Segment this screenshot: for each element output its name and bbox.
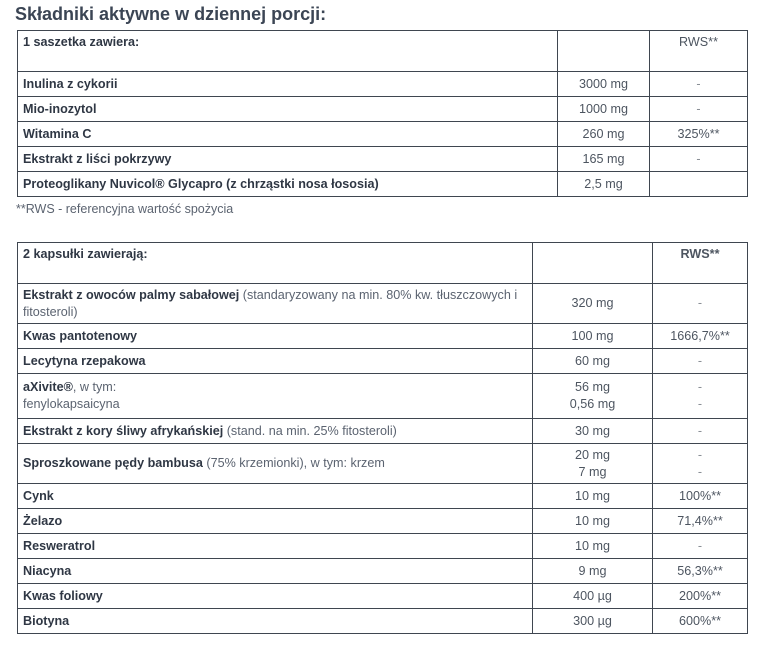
page-title: Składniki aktywne w dziennej porcji: xyxy=(15,4,327,24)
rws-value: 200%** xyxy=(678,588,721,603)
rws-value: 325%** xyxy=(677,126,720,141)
ingredient-name-cell xyxy=(18,147,558,172)
amount-cell xyxy=(533,484,653,509)
ingredient-sub-name: fenylokapsaicyna xyxy=(23,397,120,411)
rws-value: - xyxy=(697,538,703,553)
amount-cell xyxy=(533,349,653,374)
rws-value: 56,3%** xyxy=(677,563,723,578)
rws-cell xyxy=(653,484,748,509)
amount-cell xyxy=(533,559,653,584)
ingredient-name: Lecytyna rzepakowa xyxy=(23,353,146,368)
table-row xyxy=(18,484,748,509)
ingredient-note: , w tym: xyxy=(72,380,117,394)
amount-value: 30 mg xyxy=(574,423,610,438)
rws-cell xyxy=(653,534,748,559)
rws-value: 600%** xyxy=(678,613,721,628)
table-row xyxy=(18,147,748,172)
amount-value: 9 mg xyxy=(578,563,607,578)
table-row xyxy=(18,122,748,147)
amount-value: 3000 mg xyxy=(578,76,628,91)
rws-cell xyxy=(653,324,748,349)
ingredient-name-cell xyxy=(18,609,533,634)
ingredient-name-cell xyxy=(18,534,533,559)
ingredient-name-cell xyxy=(18,172,558,197)
amount-cell xyxy=(533,324,653,349)
ingredient-name-cell xyxy=(18,509,533,534)
rws-value: - xyxy=(697,380,703,394)
table-row xyxy=(18,349,748,374)
amount-value: 2,5 mg xyxy=(584,176,623,191)
amount-value: 10 mg xyxy=(574,513,610,528)
rws-cell xyxy=(653,584,748,609)
ingredient-name: Proteoglikany Nuvicol® Glycapro (z chrząstki nosa łososia) xyxy=(23,176,379,191)
header-rws-cell: RWS** xyxy=(650,31,748,72)
rws-cell xyxy=(650,172,748,197)
amount-value: 260 mg xyxy=(582,126,625,141)
ingredient-name-cell xyxy=(18,584,533,609)
rws-value: 1666,7%** xyxy=(670,328,730,343)
table-row xyxy=(18,609,748,634)
ingredient-name: Inulina z cykorii xyxy=(23,76,118,91)
ingredient-name-cell xyxy=(18,419,533,444)
amount-cell xyxy=(533,374,653,419)
header-name-cell: 2 kapsułki zawierają: xyxy=(18,243,533,284)
ingredient-name: Biotyna xyxy=(23,613,70,628)
table-row xyxy=(18,559,748,584)
amount-cell xyxy=(558,172,650,197)
table-row xyxy=(18,584,748,609)
amount-cell xyxy=(558,147,650,172)
rws-cell xyxy=(653,609,748,634)
rws-value: - xyxy=(696,151,701,166)
rws-value-secondary: - xyxy=(697,397,703,411)
table-row xyxy=(18,444,748,484)
amount-value: 20 mg xyxy=(574,447,610,462)
rws-value: 100%** xyxy=(678,488,721,503)
ingredient-name: Cynk xyxy=(23,488,54,503)
ingredient-name-cell xyxy=(18,559,533,584)
table-row xyxy=(18,172,748,197)
rws-cell xyxy=(650,122,748,147)
amount-value: 10 mg xyxy=(574,488,610,503)
ingredient-name-cell xyxy=(18,444,533,484)
table-row xyxy=(18,72,748,97)
rws-cell xyxy=(653,559,748,584)
amount-value: 56 mg xyxy=(574,380,610,394)
rws-cell xyxy=(653,284,748,324)
header-name-cell: 1 saszetka zawiera: xyxy=(18,31,558,72)
table-row xyxy=(18,534,748,559)
rws-value-secondary: - xyxy=(697,464,703,479)
header-amount-cell xyxy=(558,31,650,72)
header-rws-cell: RWS** xyxy=(653,243,748,284)
ingredient-name: Sproszkowane pędy bambusa xyxy=(23,456,203,470)
ingredient-note: (stand. na min. 25% fitosteroli) xyxy=(223,423,397,438)
ingredient-name: Kwas pantotenowy xyxy=(23,328,138,343)
ingredient-name: Ekstrakt z kory śliwy afrykańskiej xyxy=(23,423,224,438)
table-row xyxy=(18,419,748,444)
table-body xyxy=(18,284,748,634)
table-row xyxy=(18,374,748,419)
ingredients-table-capsules xyxy=(17,242,748,634)
amount-cell xyxy=(533,609,653,634)
footnote: **RWS - referencyjna wartość spożycia xyxy=(16,202,234,216)
ingredient-name: Żelazo xyxy=(23,513,63,528)
rws-cell xyxy=(653,419,748,444)
amount-value: 1000 mg xyxy=(578,101,628,116)
ingredient-name-cell xyxy=(18,484,533,509)
ingredient-name: Kwas foliowy xyxy=(23,588,103,603)
rws-cell xyxy=(650,72,748,97)
rws-cell xyxy=(650,97,748,122)
rws-cell xyxy=(653,349,748,374)
amount-value: 100 mg xyxy=(571,328,614,343)
table-header-row xyxy=(18,243,748,284)
rws-value: - xyxy=(696,76,701,91)
ingredient-name: Resweratrol xyxy=(23,538,96,553)
ingredient-name-cell xyxy=(18,349,533,374)
amount-cell xyxy=(533,284,653,324)
ingredient-name-cell xyxy=(18,284,533,324)
rws-value: - xyxy=(697,447,703,462)
ingredient-name: Ekstrakt z owoców palmy sabałowej xyxy=(23,287,240,302)
ingredient-name: aXivite® xyxy=(23,380,73,394)
table-row xyxy=(18,324,748,349)
table-row xyxy=(18,97,748,122)
amount-value: 300 µg xyxy=(573,613,612,628)
rws-value: 71,4%** xyxy=(677,513,723,528)
ingredient-name-cell xyxy=(18,72,558,97)
ingredients-table-sachet xyxy=(17,30,748,197)
ingredient-name: Mio-inozytol xyxy=(23,101,97,116)
amount-cell xyxy=(533,509,653,534)
amount-value: 60 mg xyxy=(574,353,610,368)
amount-cell xyxy=(558,72,650,97)
amount-value-secondary: 7 mg xyxy=(578,464,607,479)
ingredient-name-cell xyxy=(18,97,558,122)
table-row xyxy=(18,509,748,534)
ingredient-note: (75% krzemionki), w tym: krzem xyxy=(202,456,385,470)
rws-cell xyxy=(653,444,748,484)
header-amount-cell xyxy=(533,243,653,284)
rws-cell xyxy=(650,147,748,172)
amount-cell xyxy=(533,534,653,559)
rws-value: - xyxy=(697,423,703,438)
amount-value: 10 mg xyxy=(574,538,610,553)
ingredient-name: Ekstrakt z liści pokrzywy xyxy=(23,151,172,166)
amount-cell xyxy=(558,122,650,147)
rws-value: - xyxy=(696,101,701,116)
rws-value: - xyxy=(697,296,703,310)
rws-value: - xyxy=(697,353,703,368)
ingredient-name: Witamina C xyxy=(23,126,92,141)
amount-value: 320 mg xyxy=(571,296,614,310)
amount-value-secondary: 0,56 mg xyxy=(569,397,616,411)
amount-cell xyxy=(533,419,653,444)
amount-value: 165 mg xyxy=(582,151,625,166)
ingredient-name: Niacyna xyxy=(23,563,72,578)
ingredient-name-cell xyxy=(18,122,558,147)
table-header-row xyxy=(18,31,748,72)
ingredient-name-cell xyxy=(18,374,533,419)
amount-cell xyxy=(533,444,653,484)
rws-cell xyxy=(653,374,748,419)
rws-cell xyxy=(653,509,748,534)
amount-cell xyxy=(533,584,653,609)
amount-value: 400 µg xyxy=(573,588,612,603)
amount-cell xyxy=(558,97,650,122)
table-row xyxy=(18,284,748,324)
ingredient-note: (standaryzowany na min. 80% kw. tłuszczowych i fitosteroli) xyxy=(23,287,518,319)
table-body xyxy=(18,72,748,197)
ingredient-name-cell xyxy=(18,324,533,349)
